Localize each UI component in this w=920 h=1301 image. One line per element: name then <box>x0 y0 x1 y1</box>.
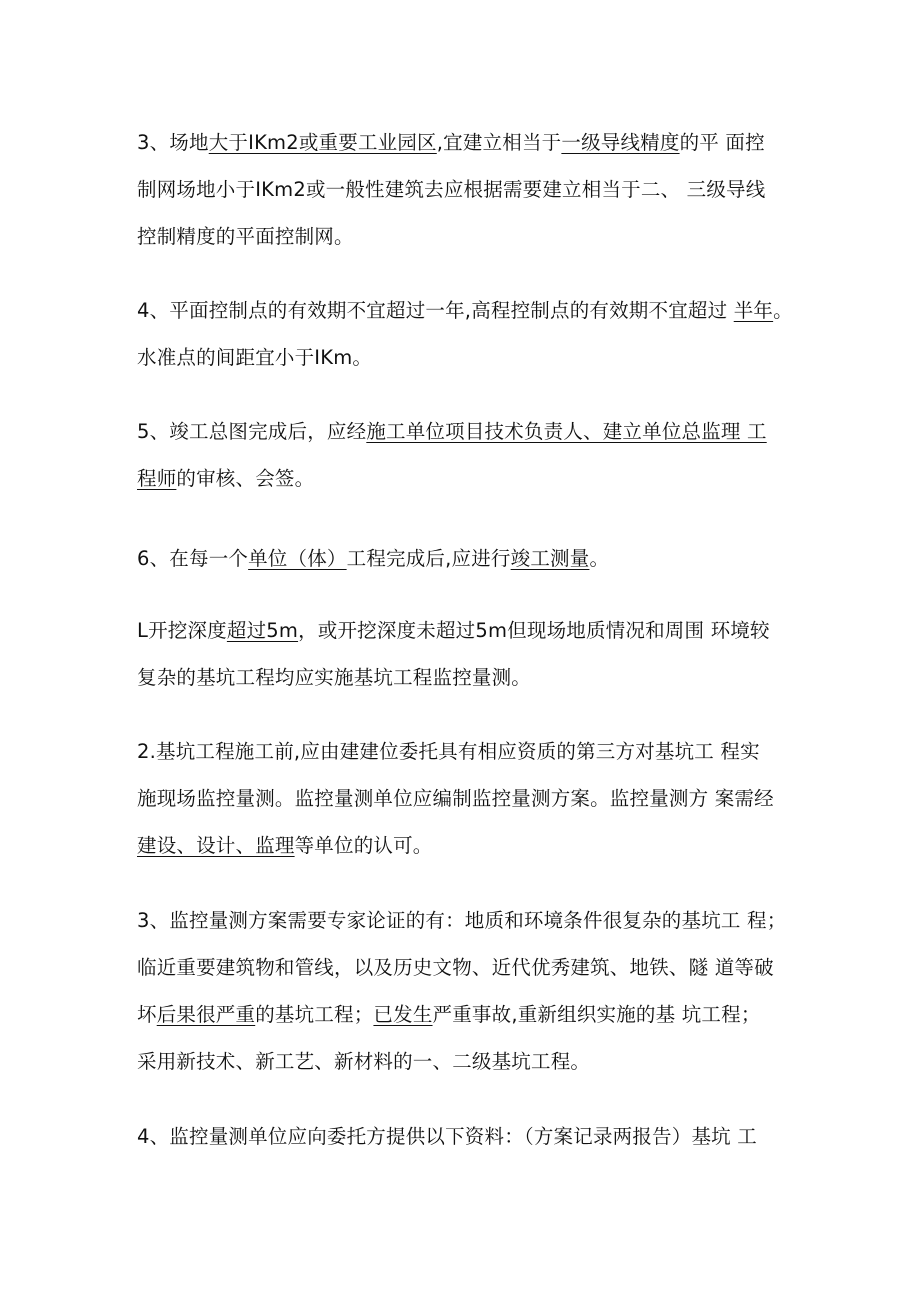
text-run: 3、场地 <box>137 131 209 154</box>
text-line <box>137 991 797 1038</box>
text-line <box>137 213 797 260</box>
text-run: L开挖深度 <box>137 619 227 642</box>
text-line <box>137 944 797 991</box>
text-run: 。 <box>773 299 793 322</box>
text-run: 复杂的基坑工程均应实施基坑工程监控量测。 <box>137 666 532 689</box>
text-run: 。 <box>589 547 610 570</box>
underlined-key-term: 已发生 <box>373 1003 433 1026</box>
text-line <box>137 728 797 775</box>
text-line <box>137 119 797 166</box>
underlined-key-term: 半年 <box>733 299 774 322</box>
text-run: 临近重要建筑物和管线，以及历史文物、近代优秀建筑、地铁、隧 道等破 <box>137 956 774 979</box>
text-run: 5、竣工总图完成后，应经 <box>137 420 367 443</box>
text-line <box>137 822 797 869</box>
text-line <box>137 1113 797 1160</box>
text-line <box>137 455 797 502</box>
text-line <box>137 166 797 213</box>
underlined-key-term: 竣工测量 <box>510 547 590 570</box>
paragraph-excavation-depth <box>137 607 797 701</box>
underlined-key-term: 施工单位项目技术负责人、建立单位总监理 工 <box>366 420 767 443</box>
text-run: 采用新技术、新工艺、新材料的一、二级基坑工程。 <box>137 1050 591 1073</box>
text-line <box>137 775 797 822</box>
text-line <box>137 334 797 381</box>
text-run: 严重事故,重新组织实施的基 坑工程； <box>432 1003 761 1026</box>
text-line <box>137 1038 797 1085</box>
text-run: 4、监控量测单位应向委托方提供以下资料：（方案记录两报告）基坑 工 <box>137 1125 757 1148</box>
text-run: 等单位的认可。 <box>294 834 433 857</box>
paragraph-expert-review <box>137 897 797 1085</box>
text-run: 2.基坑工程施工前,应由建建位委托具有相应资质的第三方对基坑工 程实 <box>137 740 760 763</box>
underlined-key-term: 一级导线精度 <box>561 131 680 154</box>
text-run: ，或开挖深度未超过5m但现场地质情况和周围 环境较 <box>298 619 770 642</box>
text-line <box>137 535 797 582</box>
text-run: 的审核、会签。 <box>176 467 315 490</box>
underlined-key-term: 程师 <box>137 467 177 490</box>
paragraph-survey-control-network <box>137 119 797 260</box>
paragraph-control-point-validity <box>137 287 797 381</box>
text-run: 坏 <box>137 1003 157 1026</box>
text-line <box>137 607 797 654</box>
text-run: 施现场监控量测。监控量测单位应编制监控量测方案。监控量测方 案需经 <box>137 787 774 810</box>
text-run: 6、在每一个 <box>137 547 249 570</box>
text-run: ,宜建立相当于 <box>436 131 562 154</box>
paragraph-monitoring-deliverables <box>137 1113 797 1160</box>
paragraph-completion-survey <box>137 535 797 582</box>
text-run: 工程完成后,应进行 <box>346 547 511 570</box>
underlined-key-term: 建设、设计、监理 <box>137 834 295 857</box>
underlined-key-term: 后果很严重 <box>156 1003 256 1026</box>
text-run: 的平 面控 <box>679 131 765 154</box>
underlined-key-term: 超过5m <box>226 619 299 642</box>
text-line <box>137 654 797 701</box>
text-run: 的基坑工程； <box>255 1003 374 1026</box>
text-run: 3、监控量测方案需要专家论证的有：地质和环境条件很复杂的基坑工 程； <box>137 909 787 932</box>
text-line <box>137 287 797 334</box>
paragraph-third-party-monitoring <box>137 728 797 869</box>
text-line <box>137 408 797 455</box>
text-run: 4、平面控制点的有效期不宜超过一年,高程控制点的有效期不宜超过 <box>137 299 734 322</box>
underlined-key-term: 大于IKm2或重要工业园区 <box>208 131 437 154</box>
text-run: 水准点的间距宜小于IKm。 <box>137 346 373 369</box>
text-run: 控制精度的平面控制网。 <box>137 225 354 248</box>
paragraph-completion-drawing-review <box>137 408 797 502</box>
text-run: 制网场地小于IKm2或一般性建筑去应根据需要建立相当于二、 三级导线 <box>137 178 766 201</box>
underlined-key-term: 单位（体） <box>248 547 347 570</box>
text-line <box>137 897 797 944</box>
